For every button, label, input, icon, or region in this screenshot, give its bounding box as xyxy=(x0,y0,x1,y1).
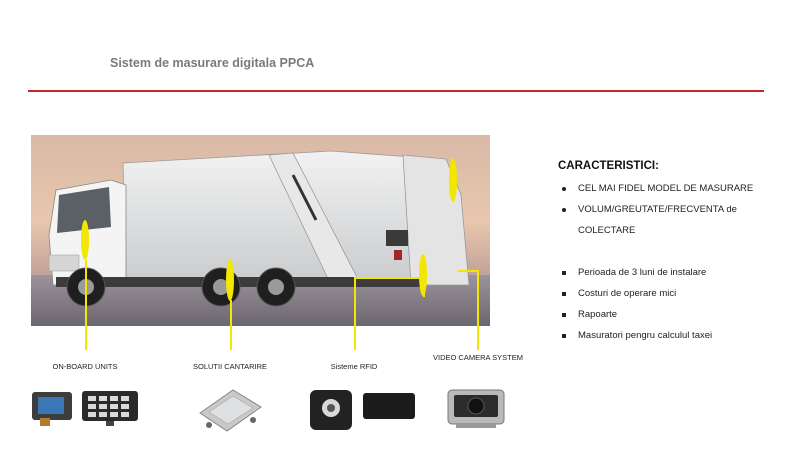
connector-rfid-across xyxy=(354,277,424,279)
caption-video-camera-system: VIDEO CAMERA SYSTEM xyxy=(432,353,524,362)
secondary-characteristics-list xyxy=(562,262,712,346)
caption-rfid-systems: Sisteme RFID xyxy=(330,362,378,371)
page-title: Sistem de masurare digitala PPCA xyxy=(110,56,315,70)
caption-weighing-solutions: SOLUTII CANTARIRE xyxy=(192,362,268,371)
onboard-unit-icon xyxy=(30,388,142,428)
rfid-reader-icon xyxy=(308,388,420,432)
primary-characteristics-list xyxy=(562,178,753,220)
garbage-truck-photo xyxy=(31,135,490,326)
list-item: Rapoarte xyxy=(562,304,712,325)
list-item-continuation: COLECTARE xyxy=(578,225,636,236)
video-camera-icon xyxy=(446,386,506,430)
list-item: CEL MAI FIDEL MODEL DE MASURARE xyxy=(562,178,753,199)
weighing-module-icon xyxy=(195,385,265,437)
connector-camera-down xyxy=(477,270,479,350)
characteristics-heading: CARACTERISTICI: xyxy=(558,160,659,172)
title-divider xyxy=(28,90,764,92)
caption-onboard-units: ON-BOARD UNITS xyxy=(52,362,118,371)
connector-onboard xyxy=(85,260,87,350)
list-item: Costuri de operare mici xyxy=(562,283,712,304)
connector-weighing xyxy=(230,300,232,350)
connector-camera-across xyxy=(458,270,478,272)
list-item: VOLUM/GREUTATE/FRECVENTA de xyxy=(562,199,753,220)
list-item: Perioada de 3 luni de instalare xyxy=(562,262,712,283)
list-item: Masuratori pengru calculul taxei xyxy=(562,325,712,346)
connector-rfid-up xyxy=(423,277,425,297)
connector-rfid-down xyxy=(354,277,356,350)
